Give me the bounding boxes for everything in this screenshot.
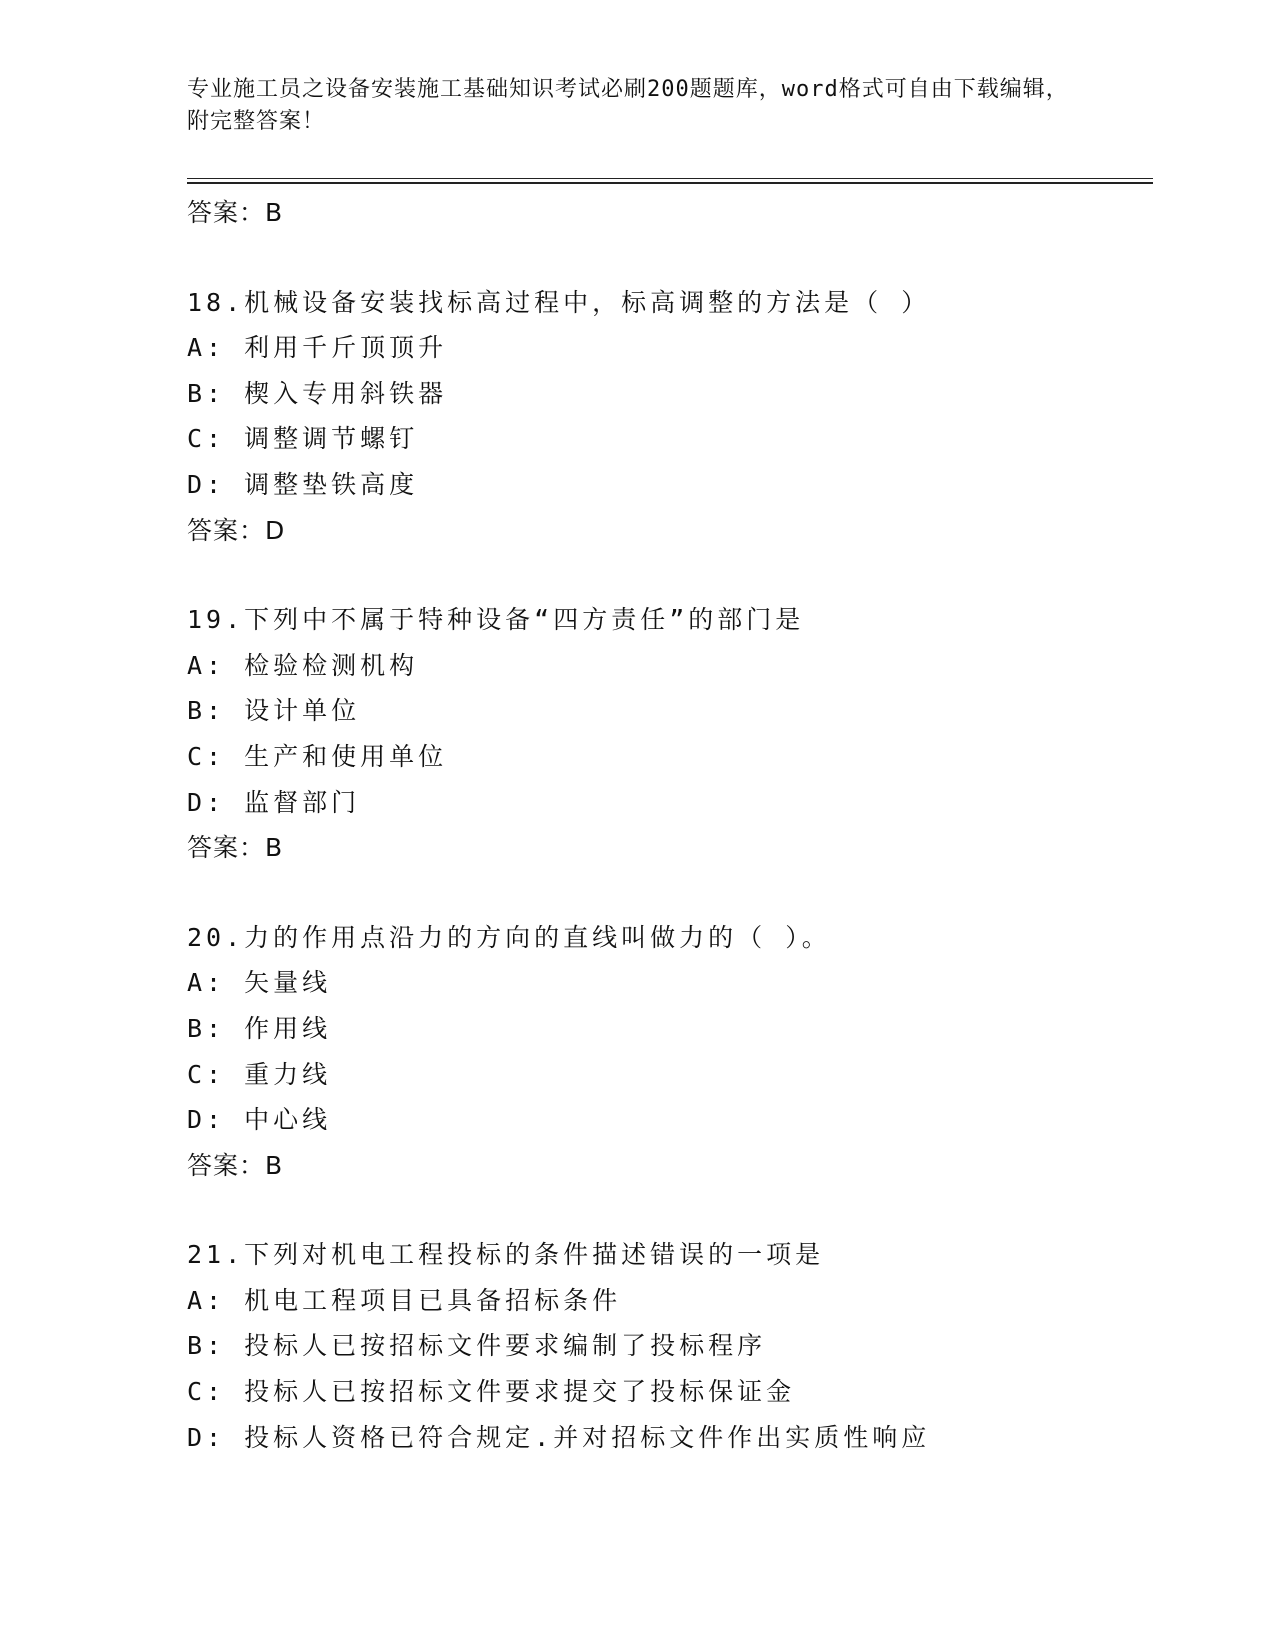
option-a: A: 检验检测机构 xyxy=(187,650,419,680)
question-list xyxy=(187,190,1153,1460)
option-a: A: 利用千斤顶顶升 xyxy=(187,333,448,363)
header-divider-thin xyxy=(187,178,1153,179)
option-a: A: 机电工程项目已具备招标条件 xyxy=(187,1285,622,1315)
question-stem: 20.力的作用点沿力的方向的直线叫做力的（ ）。 xyxy=(187,922,831,952)
option-c: C: 生产和使用单位 xyxy=(187,741,448,771)
question-stem: 21.下列对机电工程投标的条件描述错误的一项是 xyxy=(187,1240,825,1270)
spacer xyxy=(187,1188,1153,1232)
question-21 xyxy=(187,1232,1153,1460)
question-stem: 18.机械设备安装找标高过程中，标高调整的方法是（ ） xyxy=(187,287,931,317)
option-c: C: 调整调节螺钉 xyxy=(187,424,419,454)
option-b: B: 设计单位 xyxy=(187,696,361,726)
answer-line: 答案：B xyxy=(187,198,284,227)
option-c: C: 重力线 xyxy=(187,1059,332,1089)
spacer xyxy=(187,871,1153,915)
document-header xyxy=(187,74,1087,138)
question-19 xyxy=(187,597,1153,871)
header-text: 专业施工员之设备安装施工基础知识考试必刷200题题库，word格式可自由下载编辑，附完整答案！ xyxy=(187,77,1069,134)
option-d: D: 调整垫铁高度 xyxy=(187,469,419,499)
header-divider-thick xyxy=(187,182,1153,184)
option-b: B: 作用线 xyxy=(187,1013,332,1043)
option-d: D: 投标人资格已符合规定.并对招标文件作出实质性响应 xyxy=(187,1422,931,1452)
answer-line: 答案：B xyxy=(187,1150,284,1180)
question-20 xyxy=(187,915,1153,1189)
spacer xyxy=(187,553,1153,597)
spacer xyxy=(187,236,1153,280)
option-d: D: 中心线 xyxy=(187,1105,332,1135)
answer-line: 答案：D xyxy=(187,515,286,545)
option-b: B: 楔入专用斜铁器 xyxy=(187,378,448,408)
question-stem: 19.下列中不属于特种设备“四方责任”的部门是 xyxy=(187,605,805,635)
answer-line: 答案：B xyxy=(187,833,284,863)
option-b: B: 投标人已按招标文件要求编制了投标程序 xyxy=(187,1331,767,1361)
question-18 xyxy=(187,280,1153,554)
option-d: D: 监督部门 xyxy=(187,787,361,817)
option-c: C: 投标人已按招标文件要求提交了投标保证金 xyxy=(187,1377,796,1407)
option-a: A: 矢量线 xyxy=(187,968,332,998)
